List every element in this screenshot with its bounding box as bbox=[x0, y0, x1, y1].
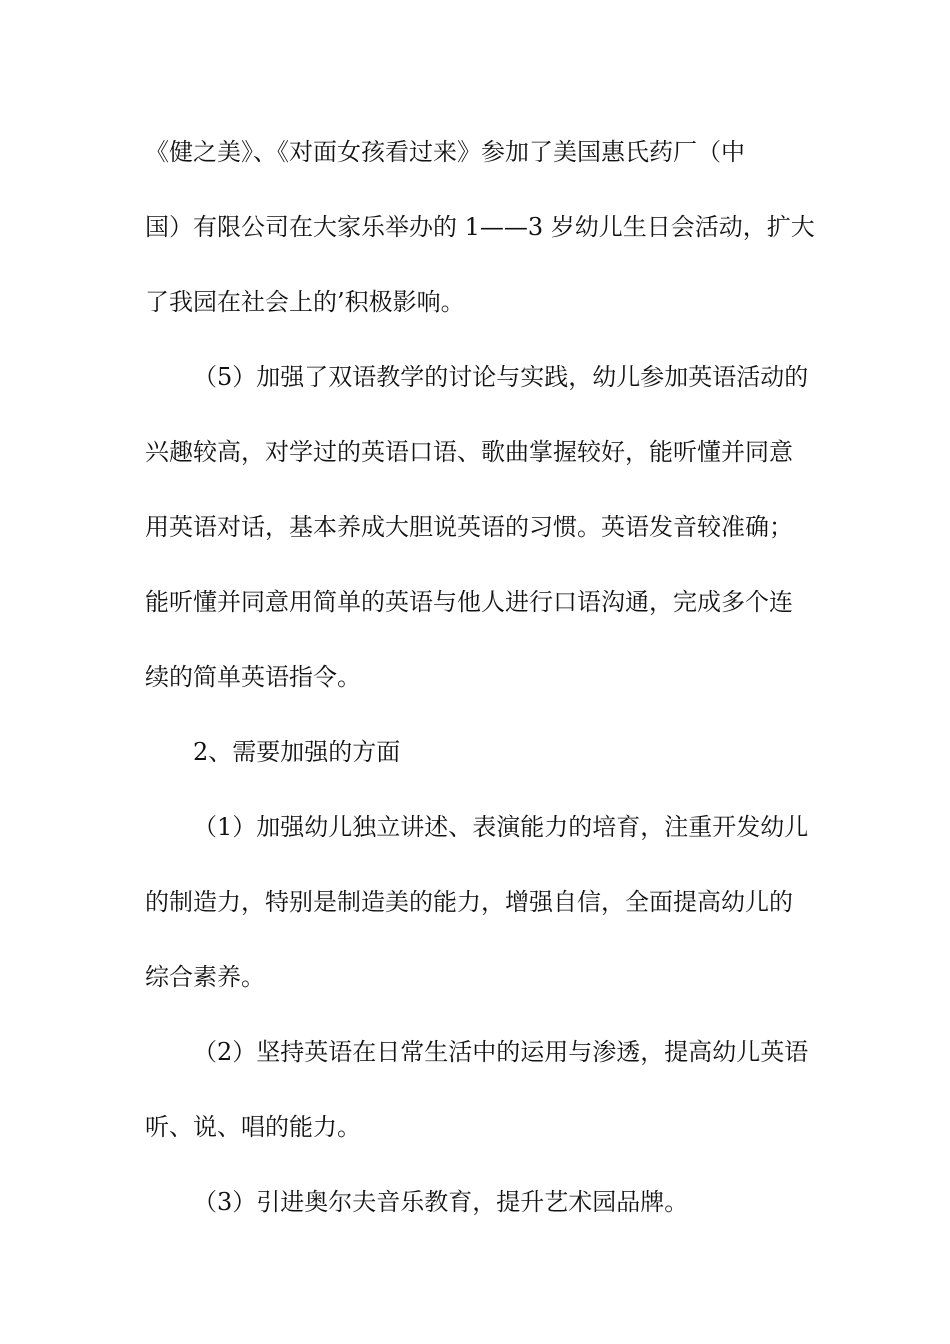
paragraph-line: 能听懂并同意用简单的英语与他人进行口语沟通，完成多个连 bbox=[145, 588, 793, 616]
section-heading: 2、需要加强的方面 bbox=[193, 738, 401, 766]
paragraph-line: 兴趣较高，对学过的英语口语、歌曲掌握较好，能听懂并同意 bbox=[145, 438, 793, 466]
paragraph-line: 用英语对话，基本养成大胆说英语的习惯。英语发音较准确； bbox=[145, 513, 793, 541]
paragraph-line: 《健之美》、《对面女孩看过来》参加了美国惠氏药厂（中 bbox=[145, 138, 745, 166]
paragraph-line: 续的简单英语指令。 bbox=[145, 663, 361, 691]
paragraph-line: （2）坚持英语在日常生活中的运用与渗透，提高幼儿英语 bbox=[193, 1038, 809, 1066]
paragraph-line: （3）引进奥尔夫音乐教育，提升艺术园品牌。 bbox=[193, 1188, 689, 1216]
paragraph-line: （1）加强幼儿独立讲述、表演能力的培育，注重开发幼儿 bbox=[193, 813, 809, 841]
paragraph-line: 综合素养。 bbox=[145, 963, 265, 991]
paragraph-line: （5）加强了双语教学的讨论与实践，幼儿参加英语活动的 bbox=[193, 363, 809, 391]
paragraph-line: 了我园在社会上的’积极影响。 bbox=[145, 288, 465, 316]
paragraph-line: 的制造力，特别是制造美的能力，增强自信，全面提高幼儿的 bbox=[145, 888, 793, 916]
paragraph-line: 国）有限公司在大家乐举办的 1——3 岁幼儿生日会活动，扩大 bbox=[145, 213, 815, 241]
paragraph-line: 听、说、唱的能力。 bbox=[145, 1113, 361, 1141]
